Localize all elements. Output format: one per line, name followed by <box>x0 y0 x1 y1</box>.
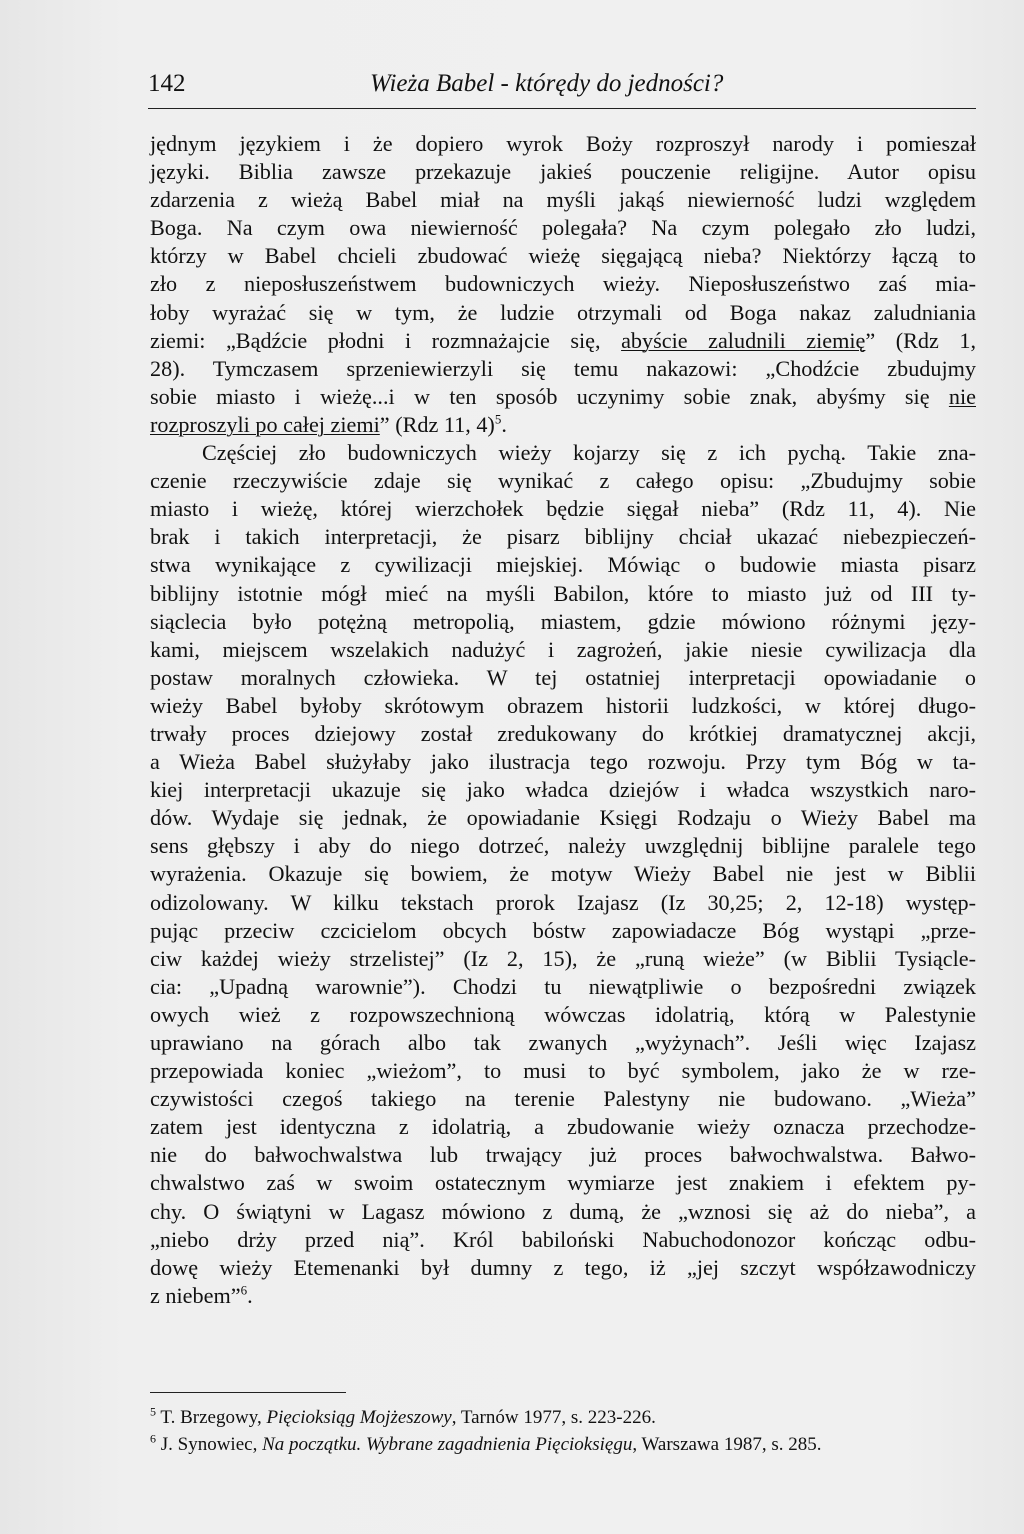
text-line: owych wież z rozpowszechnioną wówczas idolatrią, którą w Palestynie <box>150 1001 976 1027</box>
text-line: odizolowany. W kilku tekstach prorok Izajasz (Iz 30,25; 2, 12-18) występ- <box>150 889 976 915</box>
footnote-publication: , Warszawa 1987, s. 285. <box>632 1434 822 1455</box>
text-line: kami, miejscem wszelakich nadużyć i zagrożeń, jakie niesie cywilizacja dla <box>150 636 976 662</box>
text-line: trwały proces dziejowy został zredukowany do krótkiej dramatycznej akcji, <box>150 720 976 746</box>
header-rule <box>148 108 976 109</box>
text-line: łoby wyrażać się w tym, że ludzie otrzymali od Boga nakaz zaludniania <box>150 299 976 325</box>
text-run: . <box>247 1282 253 1308</box>
running-title: Wieża Babel - którędy do jedności? <box>370 70 724 97</box>
text-run: ” (Rdz 11, 4) <box>379 411 495 437</box>
text-line: pując przeciw czcicielom obcych bóstw zapowiadacze Bóg wystąpi „prze- <box>150 917 976 943</box>
text-line <box>150 383 976 411</box>
text-line: zło z nieposłuszeństwem budowniczych wieży. Nieposłuszeństwo zaś mia- <box>150 271 976 297</box>
text-line: którzy w Babel chcieli zbudować wieżę sięgającą nieba? Niektórzy łączą to <box>150 243 976 269</box>
text-line: wyrażenia. Okazuje się bowiem, że motyw Wieży Babel nie jest w Biblii <box>150 861 976 887</box>
text-line: chwalstwo zaś w swoim ostatecznym wymiarze jest znakiem i efektem py- <box>150 1170 976 1196</box>
footnote-title: Na początku. Wybrane zagadnienia Pięcioksięgu <box>262 1434 633 1455</box>
text-run: ziemi: „Bądźcie płodni i rozmnażajcie się, <box>150 327 622 353</box>
underlined-quote: abyście zaludnili ziemię <box>621 327 866 353</box>
text-line: przepowiada koniec „wieżom”, to musi to być symbolem, jako że w rze- <box>150 1058 976 1084</box>
body-text <box>150 130 976 1310</box>
text-line: zdarzenia z wieżą Babel miał na myśli jakąś niewierność ludzi względem <box>150 187 976 213</box>
text-line: siąclecia było potężną metropolią, miastem, gdzie mówiono różnymi języ- <box>150 608 976 634</box>
text-line: kiej interpretacji ukazuje się jako władca dziejów i władca wszystkich naro- <box>150 777 976 803</box>
text-line: biblijny istotnie mógł mieć na myśli Babilon, które to miasto już od III ty- <box>150 580 976 606</box>
text-line: stwa wynikające z cywilizacji miejskiej. Mówiąc o budowie miasta pisarz <box>150 552 976 578</box>
footnote-5 <box>150 1404 976 1431</box>
text-line: dów. Wydaje się jednak, że opowiadanie Księgi Rodzaju o Wieży Babel ma <box>150 805 976 831</box>
text-line: brak i takich interpretacji, że pisarz biblijny chciał ukazać niebezpieczeń- <box>150 524 976 550</box>
text-line: sens głębszy i aby do niego dotrzeć, należy uwzględnij biblijne paralele tego <box>150 833 976 859</box>
footnote-number: 5 <box>150 1404 156 1419</box>
text-line: czywistości czegoś takiego na terenie Palestyny nie budowano. „Wieża” <box>150 1086 976 1112</box>
underlined-quote: nie <box>948 383 976 409</box>
page-number: 142 <box>148 70 186 97</box>
text-line <box>150 327 976 355</box>
footnote-publication: , Tarnów 1977, s. 223-226. <box>451 1407 656 1428</box>
footnote-author: T. Brzegowy, <box>156 1407 267 1428</box>
text-line: ciw każdej wieży strzelistej” (Iz 2, 15), że „runą wieże” (w Biblii Tysiącle- <box>150 945 976 971</box>
text-line: zatem jest identyczna z idolatrią, a zbudowanie wieży oznacza przechodze- <box>150 1114 976 1140</box>
text-line <box>150 1282 976 1310</box>
text-line: uprawiano na górach albo tak zwanych „wyżynach”. Jeśli więc Izajasz <box>150 1030 976 1055</box>
text-line <box>150 411 976 439</box>
text-line: dowę wieży Etemenanki był dumny z tego, iż „jej szczyt współzawodniczy <box>150 1254 976 1280</box>
text-line: języki. Biblia zawsze przekazuje jakieś pouczenie religijne. Autor opisu <box>150 159 976 185</box>
footnote-rule <box>150 1392 346 1393</box>
text-line: Boga. Na czym owa niewierność polegała? Na czym polegało zło ludzi, <box>150 215 976 241</box>
text-line: cia: „Upadną warownie”). Chodzi tu niewątpliwie o bezpośredni związek <box>150 973 976 999</box>
text-run: . <box>501 411 507 437</box>
text-line: Częściej zło budowniczych wieży kojarzy się z ich pychą. Takie zna- <box>202 440 976 466</box>
text-line: chy. O świątyni w Lagasz mówiono z dumą, że „wznosi się aż do nieba”, a <box>150 1198 976 1224</box>
text-line: „niebo drży przed nią”. Król babiloński Nabuchodonozor kończąc odbu- <box>150 1226 976 1252</box>
text-line: nie do bałwochwalstwa lub trwający już proces bałwochwalstwa. Bałwo- <box>150 1142 976 1168</box>
page-header <box>148 70 978 110</box>
text-line: czenie rzeczywiście zdaje się wynikać z całego opisu: „Zbudujmy sobie <box>150 468 976 494</box>
footnotes <box>150 1404 976 1458</box>
footnote-ref-6[interactable]: 6 <box>240 1282 248 1298</box>
text-run: z niebem” <box>150 1282 241 1308</box>
text-line: postaw moralnych człowieka. W tej ostatniej interpretacji opowiadanie o <box>150 664 976 690</box>
footnote-6 <box>150 1431 976 1458</box>
text-line: 28). Tymczasem sprzeniewierzyli się temu nakazowi: „Chodźcie zbudujmy <box>150 355 976 381</box>
footnote-number: 6 <box>150 1431 156 1446</box>
text-line: jędnym językiem i że dopiero wyrok Boży rozproszył narody i pomieszał <box>150 131 976 156</box>
text-line: a Wieża Babel służyłaby jako ilustracja tego rozwoju. Przy tym Bóg w ta- <box>150 749 976 775</box>
text-run: sobie miasto i wieżę...i w ten sposób uczynimy sobie znak, abyśmy się <box>150 383 949 409</box>
footnote-author: J. Synowiec, <box>156 1434 263 1455</box>
text-run: ” (Rdz 1, <box>865 327 977 353</box>
footnote-ref-5[interactable]: 5 <box>494 411 502 427</box>
underlined-quote: rozproszyli po całej ziemi <box>150 411 380 437</box>
footnote-title: Pięcioksiąg Mojżeszowy <box>266 1407 452 1428</box>
text-line: wieży Babel byłoby skrótowym obrazem historii ludzkości, w której długo- <box>150 692 976 718</box>
text-line: miasto i wieżę, której wierzchołek będzie sięgał nieba” (Rdz 11, 4). Nie <box>150 496 976 522</box>
